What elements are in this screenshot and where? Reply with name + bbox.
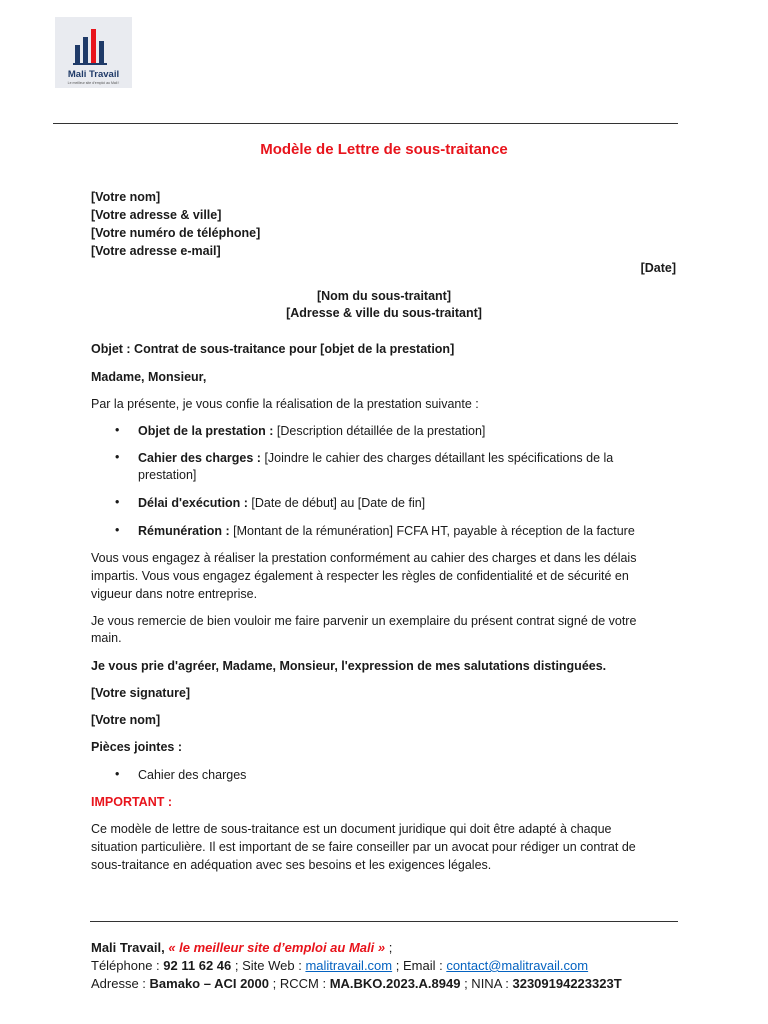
bullet-icon: • — [115, 423, 120, 437]
document-title: Modèle de Lettre de sous-traitance — [260, 141, 508, 158]
important-line: Ce modèle de lettre de sous-traitance est un document juridique qui doit être adapté à chaque — [91, 822, 612, 836]
signature-placeholder: [Votre signature] — [91, 686, 191, 700]
company-logo — [55, 17, 132, 88]
list-item — [138, 449, 613, 467]
important-line: situation particulière. Il est important de se faire conseiller par un avocat pour rédiger un contrat de — [91, 840, 636, 854]
footer-email-label: ; Email : — [392, 958, 447, 973]
footer-line-company — [91, 939, 392, 957]
attachments-label: Pièces jointes : — [91, 740, 183, 754]
list-item-label: Délai d'exécution : — [138, 496, 248, 510]
footer-address: Bamako – ACI 2000 — [149, 976, 270, 991]
sender-email: [Votre adresse e-mail] — [91, 244, 221, 258]
list-item-label: Objet de la prestation : — [138, 424, 274, 438]
footer-site-label: ; Site Web : — [231, 958, 306, 973]
bullet-icon: • — [115, 450, 120, 464]
paragraph-line: Je vous remercie de bien vouloir me faire parvenir un exemplaire du présent contrat signé de votre — [91, 614, 637, 628]
footer-nina: 32309194223323T — [512, 976, 622, 991]
recipient-name: [Nom du sous-traitant] — [316, 289, 452, 303]
letter-intro: Par la présente, je vous confie la réalisation de la prestation suivante : — [91, 397, 479, 411]
list-item-text: [Date de début] au [Date de fin] — [247, 496, 426, 510]
footer-nina-label: ; NINA : — [460, 976, 513, 991]
bullet-icon: • — [115, 495, 120, 509]
list-item-text-continued: prestation] — [138, 468, 197, 482]
important-line: sous-traitance en adéquation avec ses besoins et les exigences légales. — [91, 858, 492, 872]
logo-tagline: Le meilleur site d'emploi au Mali ! — [67, 81, 120, 85]
list-item — [138, 522, 635, 540]
footer-phone: 92 11 62 46 — [163, 958, 232, 973]
recipient-address: [Adresse & ville du sous-traitant] — [286, 306, 482, 320]
paragraph-line: vigueur dans notre entreprise. — [91, 587, 258, 601]
closing-formula: Je vous prie d'agréer, Madame, Monsieur, l'expression de mes salutations distinguées. — [91, 659, 607, 673]
bullet-icon: • — [115, 767, 120, 781]
sender-address: [Votre adresse & ville] — [91, 208, 222, 222]
footer-phone-label: Téléphone : — [91, 958, 164, 973]
footer-email-link[interactable]: contact@malitravail.com — [446, 958, 589, 973]
logo-brand: Mali Travail — [67, 69, 120, 80]
list-item — [138, 494, 425, 512]
sender-name: [Votre nom] — [91, 190, 161, 204]
list-item-text: [Description détaillée de la prestation] — [273, 424, 486, 438]
paragraph-line: impartis. Vous vous engagez également à respecter les règles de confidentialité et de sécurité en — [91, 569, 629, 583]
attachment-item: Cahier des charges — [138, 768, 247, 782]
footer-line-address — [91, 975, 622, 993]
footer-line-contact — [91, 957, 588, 975]
footer-company: Mali Travail, — [91, 940, 165, 955]
footer-address-label: Adresse : — [91, 976, 150, 991]
footer-rccm: MA.BKO.2023.A.8949 — [329, 976, 461, 991]
footer-site-link[interactable]: malitravail.com — [305, 958, 393, 973]
sender-phone: [Votre numéro de téléphone] — [91, 226, 261, 240]
list-item-label: Rémunération : — [138, 524, 230, 538]
bar-chart-logo-icon — [73, 23, 113, 67]
paragraph-line: main. — [91, 631, 122, 645]
list-item-label: Cahier des charges : — [138, 451, 261, 465]
list-item — [138, 422, 485, 440]
letter-object: Objet : Contrat de sous-traitance pour [objet de la prestation] — [91, 342, 455, 356]
letter-greeting: Madame, Monsieur, — [91, 370, 207, 384]
bullet-icon: • — [115, 523, 120, 537]
important-label: IMPORTANT : — [91, 795, 173, 809]
footer-rccm-label: ; RCCM : — [269, 976, 330, 991]
footer-divider — [90, 921, 678, 922]
list-item-text: [Joindre le cahier des charges détaillant les spécifications de la — [260, 451, 614, 465]
signer-name: [Votre nom] — [91, 713, 161, 727]
letter-date: [Date] — [640, 261, 676, 275]
footer-slogan-end: ; — [385, 940, 393, 955]
paragraph-line: Vous vous engagez à réaliser la prestation conformément au cahier des charges et dans les délais — [91, 551, 637, 565]
list-item-text: [Montant de la rémunération] FCFA HT, payable à réception de la facture — [229, 524, 635, 538]
footer-slogan: « le meilleur site d’emploi au Mali » — [168, 940, 386, 955]
header-divider — [53, 123, 678, 124]
